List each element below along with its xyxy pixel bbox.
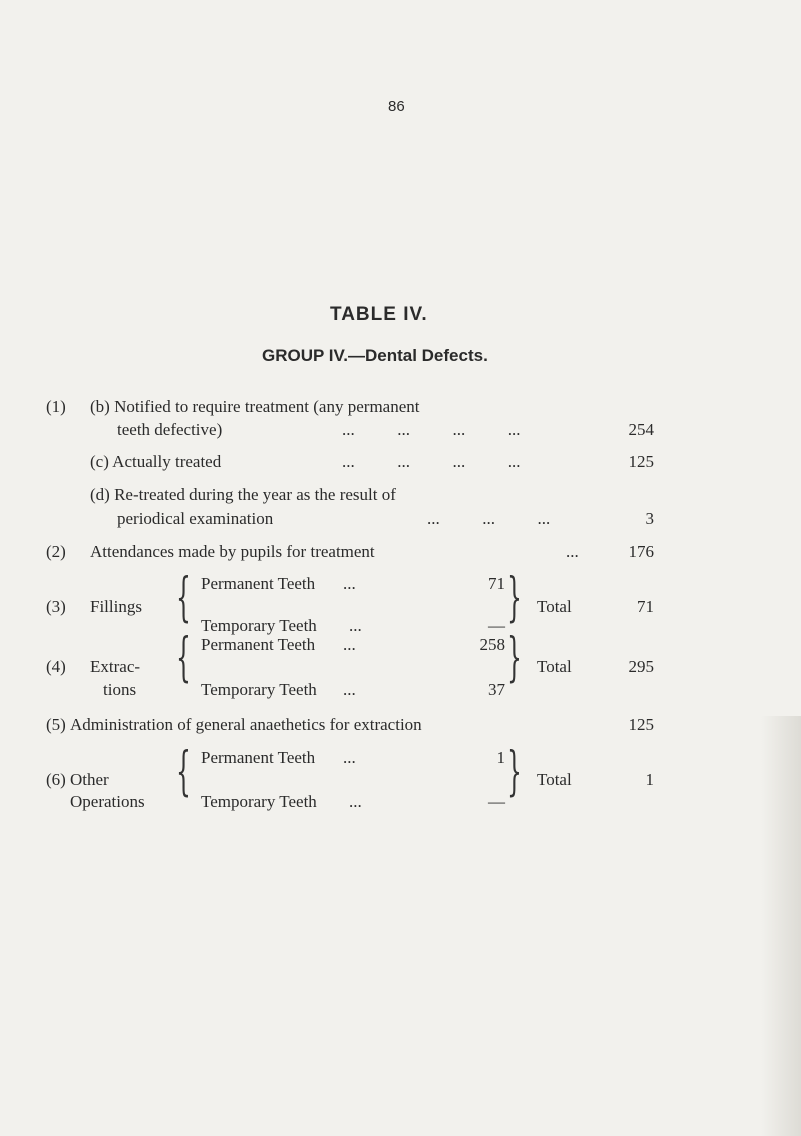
group-heading: GROUP IV.—Dental Defects.: [262, 346, 488, 365]
item-2-value: 176: [628, 542, 654, 561]
permanent-teeth-label: Permanent Teeth: [201, 635, 316, 654]
left-brace: {: [176, 742, 191, 802]
item-1b-line2: teeth defective): [117, 420, 223, 439]
total-label: Total: [537, 597, 572, 616]
temporary-teeth-label: Temporary Teeth: [201, 680, 317, 699]
leader-dots: ... ... ...: [427, 509, 551, 528]
left-brace: {: [176, 628, 191, 688]
item-number: (3): [46, 597, 66, 616]
leader-dots: ...: [349, 792, 362, 811]
item-1c-value: 125: [628, 452, 654, 471]
temporary-teeth-label: Temporary Teeth: [201, 616, 317, 635]
permanent-teeth-value: 71: [488, 574, 505, 593]
leader-dots: ...: [349, 616, 362, 635]
item-1d-line1: (d) Re-treated during the year as the result of: [90, 485, 396, 504]
item-number: (4): [46, 657, 66, 676]
permanent-teeth-label: Permanent Teeth: [201, 574, 316, 593]
leader-dots: ...: [343, 748, 356, 767]
permanent-teeth-label: Permanent Teeth: [201, 748, 316, 767]
item-6-label-line1: Other: [70, 770, 109, 789]
total-label: Total: [537, 657, 572, 676]
right-brace: }: [507, 742, 522, 802]
right-brace: }: [507, 628, 522, 688]
item-5-value: 125: [628, 715, 654, 734]
item-number: (1): [46, 397, 66, 416]
temporary-teeth-value: —: [488, 792, 505, 811]
leader-dots: ...: [343, 680, 356, 699]
item-1b-line1: (b) Notified to require treatment (any permanent: [90, 397, 420, 416]
item-4-total-value: 295: [628, 657, 654, 676]
page-number: 86: [388, 98, 405, 115]
item-2-text: Attendances made by pupils for treatment: [90, 542, 375, 561]
item-6-label-line2: Operations: [70, 792, 145, 811]
item-3-label: Fillings: [90, 597, 142, 616]
item-number: (6): [46, 770, 66, 789]
leader-dots: ...: [343, 635, 356, 654]
leader-dots: ...: [343, 574, 356, 593]
item-1c-text: (c) Actually treated: [90, 452, 222, 471]
permanent-teeth-value: 258: [479, 635, 505, 654]
leader-dots: ... ... ... ...: [342, 452, 521, 471]
item-number: (2): [46, 542, 66, 561]
leader-dots: ...: [566, 542, 579, 561]
item-3-total-value: 71: [637, 597, 654, 616]
item-5-text: Administration of general anaethetics for extraction: [70, 715, 422, 734]
table-title: TABLE IV.: [330, 304, 428, 325]
total-label: Total: [537, 770, 572, 789]
page-edge-shadow: [761, 716, 801, 1136]
item-4-label-line1: Extrac-: [90, 657, 141, 676]
item-1d-line2: periodical examination: [117, 509, 274, 528]
right-brace: }: [507, 568, 522, 628]
item-1d-value: 3: [645, 509, 654, 528]
left-brace: {: [176, 568, 191, 628]
item-number: (5): [46, 715, 66, 734]
item-6-total-value: 1: [645, 770, 654, 789]
permanent-teeth-value: 1: [496, 748, 505, 767]
item-4-label-line2: tions: [103, 680, 137, 699]
temporary-teeth-value: —: [488, 616, 505, 635]
temporary-teeth-value: 37: [488, 680, 505, 699]
item-1b-value: 254: [628, 420, 654, 439]
temporary-teeth-label: Temporary Teeth: [201, 792, 317, 811]
leader-dots: ... ... ... ...: [342, 420, 521, 439]
